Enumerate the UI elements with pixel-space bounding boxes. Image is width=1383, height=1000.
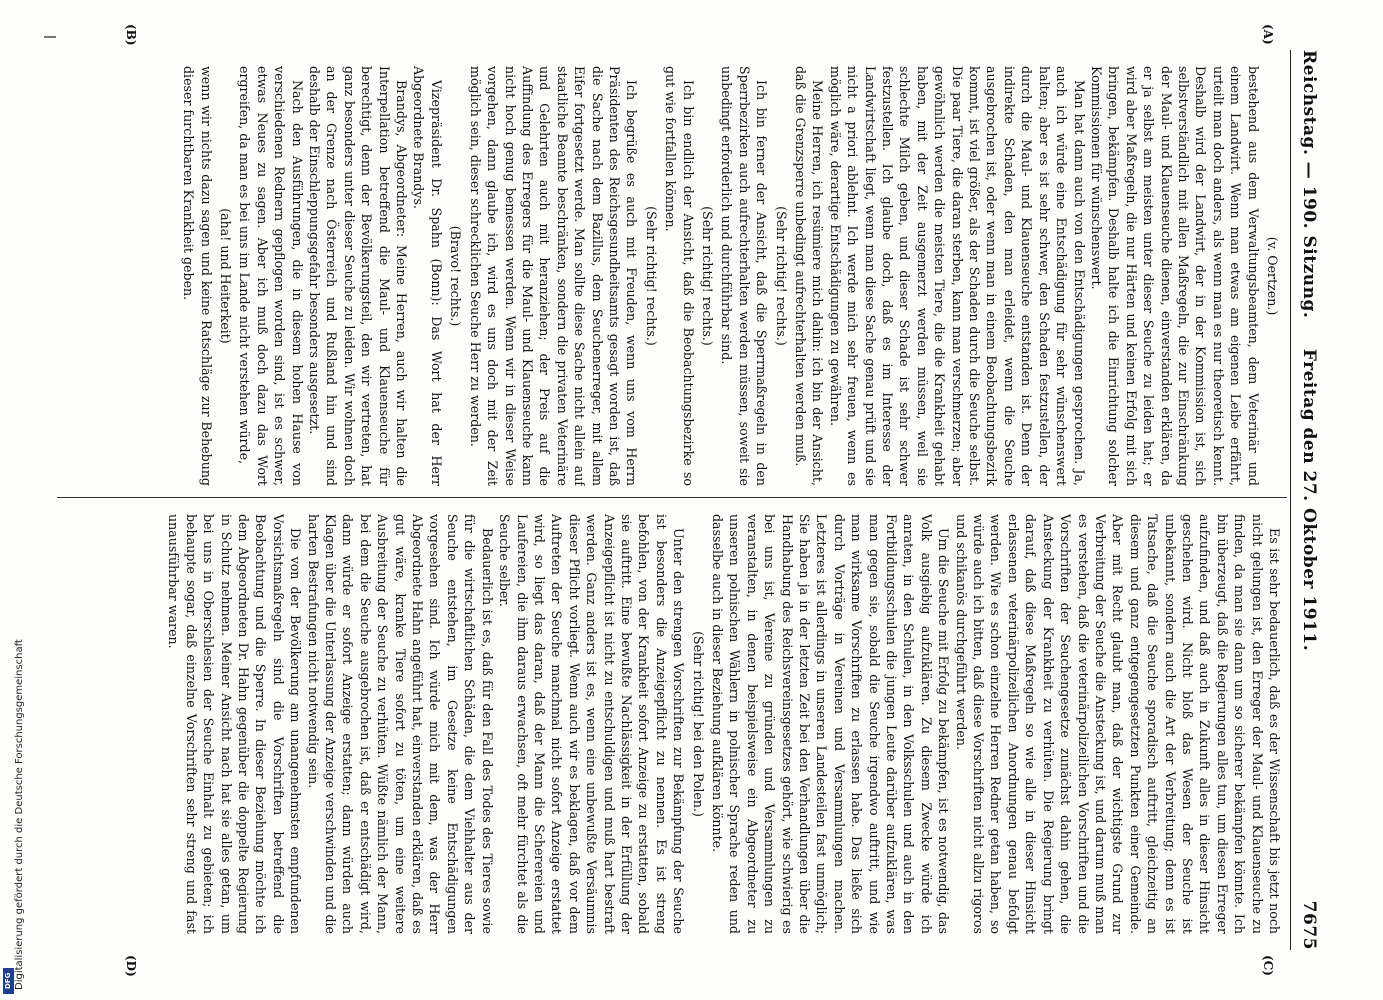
header-left: Reichstag. — 190. Sitzung.	[1299, 50, 1319, 319]
paragraph: Vizepräsident Dr. Spahn (Bonn): Das Wort hat der Herr Abgeordnete Brandys.	[411, 66, 444, 486]
interjection: (Bravo! rechts.)	[448, 225, 464, 327]
paragraph: Die von der Bevölkerung am unangenehmsten empfundenen Vorsichtsmaßregeln sind die Vorschriften betreffend die Beobachtung und die Sperre. In dieser Beziehung möchte ich dem Abgeordneten Dr. Hahn gegenüber die doppelte Regierung in Schutz nehmen. Meiner Ansicht nach hat sie alles getan, um bei uns in Oberschlesien der Seuche Einhalt zu gebieten; ich behaupte sogar, daß einzelne Vorschriften sehr streng und fast unausführbar waren.	[166, 514, 304, 934]
paragraph: Ich begrüße es auch mit Freuden, wenn uns vom Herrn Präsidenten des Reichsgesundheitsamts gesagt worden ist, daß die Sache nach dem Bazillus, dem Seuchenerreger, mit allem Eifer fortgesetzt werde. Man sollte diese Sache nicht allein auf staatliche Beamte beschränken, sondern die privaten Veterinäre und Gelehrten auch mit heranziehen; der Preis auf die Auffindung des Erregers für die Maul- und Klauenseuche kann nicht hoch genug bemessen werden. Wenn wir in dieser Weise vorgehen, dann glaube ich, wird es uns doch mit der Zeit möglich sein, dieser schrecklichen Seuche Herr zu werden.	[467, 66, 640, 486]
scan-speck	[44, 36, 56, 38]
running-header	[1291, 50, 1319, 950]
paragraph: bestehend aus dem Verwaltungsbeamten, dem Veterinär und einem Landwirt. Wenn man etwas am eigenen Leibe erfährt, urteilt man doch anders, als wenn man es nur theoretisch kennt. Deshalb wird der Landwirt, der in der Kommission ist, sich selbstverständlich mit allen Maßregeln, die zur Einschränkung der Maul- und Klauenseuche dienen, einverstanden erklären, da er ja selbst am meisten unter dieser Seuche zu leiden hat; er wird aber Maßregeln, die nur Härten und keinen Erfolg mit sich bringen, bekämpfen. Deshalb halte ich die Einrichtung solcher Kommissionen für wünschenswert.	[1088, 66, 1261, 486]
interjection: (Sehr richtig! rechts.)	[643, 206, 659, 346]
right-text-column	[63, 514, 1283, 934]
paragraph: Nach den Ausführungen, die in diesem hohen Hause von verschiedenen Rednern gepflogen worden sind, ist es schwer, etwas Neues zu sagen. Aber ich muß doch dazu das Wort ergreifen, da man es bei uns im Lande nicht verstehen würde,	[237, 66, 305, 486]
speaker-heading: (v. Oertzen.)	[1265, 236, 1280, 316]
paragraph: Um die Seuche mit Erfolg zu bekämpfen, ist es notwendig, das Volk ausgiebig aufzuklären. Zu diesem Zwecke würde ich anraten, in den Schulen, in den Volksschulen und auch in den Fortbildungsschulen die jungen Leute darüber aufzuklären, was man gegen sie, sobald die Seuche irgendwo auftritt, und wie man wirksame Vorschriften zu erlassen habe. Das ließe sich durch Vorträge in Vereinen und Versammlungen machen. Letzteres ist allerdings in unseren Landesteilen fast unmöglich; Sie haben ja in der letzten Zeit bei den Verhandlungen über die Handhabung des Reichsvereinsgesetzes gehört, wie schwierig es bei uns ist, Vereine zu gründen und Versammlungen zu veranstalten, in denen beispielsweise ein Abgeordneter zu unseren polnischen Wählern in polnischer Sprache reden und dasselbe auch in dieser Beziehung aufklären könnte.	[710, 514, 952, 934]
header-rule	[1290, 50, 1291, 950]
margin-mark-a: (A)	[1261, 24, 1275, 45]
paragraph: Brandys, Abgeordneter: Meine Herren, auch wir halten die Interpellation betreffend die Maul- und Klauenseuche für berechtigt, denn der Bevölkerungsteil, den wir vertreten, hat ganz besonders unter dieser Seuche zu leiden. Wir wohnen doch an der Grenze nach Österreich und Rußland hin und sind deshalb der Einschleppungsgefahr besonders ausgesetzt.	[307, 66, 410, 486]
digitization-note-text: Digitalisierung gefördert durch die Deutsche Forschungsgemeinschaft	[14, 639, 25, 990]
interjection: (Sehr richtig! rechts.)	[773, 206, 789, 346]
digitization-note	[2, 60, 25, 990]
left-text-column	[63, 66, 1283, 486]
paragraph: Unter den strengen Vorschriften zur Bekämpfung der Seuche ist besonders die Anzeigepflicht zu nennen. Es ist streng befohlen, von der Krankheit sofort Anzeige zu erstatten, sobald sie auftritt. Eine bewußte Nachlässigkeit in der Erfüllung der Anzeigepflicht ist nicht zu entschuldigen und muß hart bestraft werden. Ganz anders ist es, wenn eine unbewußte Versäumnis dieser Pflicht vorliegt. Wenn auch wir es beklagen, daß vor dem Auftreten der Seuche manchmal nicht sofort Anzeige erstattet wird, so liegt das daran, daß der Mann die Scherereien und Laufereien, die ihm daraus erwachsen, oft mehr fürchtet als die Seuche selber.	[497, 514, 687, 934]
paragraph: Bedauerlich ist es, daß für den Fall des Todes des Tieres sowie für die wirtschaftlichen Schäden, die dem Viehhalter aus der Seuche entstehen, im Gesetze keine Entschädigungen vorgesehen sind. Ich würde mich mit dem, was der Herr Abgeordnete Hahn angeführt hat, einverstanden erklären, daß es gut wäre, kranke Tiere sofort zu töten, um eine weitere Ausbreitung der Seuche zu verhüten. Wüßte nämlich der Mann, bei dem die Seuche ausgebrochen ist, daß er entschädigt wird, dann würde er sofort Anzeige erstatten; dann würden auch Klagen über die Unterlassung der Anzeige verschwinden und die harten Bestrafungen nicht notwendig sein.	[305, 514, 495, 934]
margin-mark-b: (B)	[124, 24, 138, 46]
paragraph: Ich bin ferner der Ansicht, daß die Sperrmaßregeln in den Sperrbezirken auch aufrechterhalten werden müssen, soweit sie unbedingt erforderlich und durchführbar sind.	[719, 66, 770, 486]
paragraph: Meine Herren, ich resümiere mich dahin: ich bin der Ansicht, daß die Grenzsperre unbedingt aufrechterhalten werden muß.	[793, 66, 826, 486]
interjection: (Sehr richtig! bei den Polen.)	[690, 631, 706, 817]
page-number: 7675	[1299, 900, 1319, 950]
header-center: Freitag den 27. Oktober 1911.	[1299, 348, 1319, 652]
paragraph: wenn wir nichts dazu sagen und keine Ratschläge zur Behebung dieser furchtbaren Krankheit geben.	[181, 66, 214, 486]
interjection: (Sehr richtig! rechts.)	[700, 206, 715, 346]
dfg-logo-icon: DFG	[3, 968, 14, 994]
margin-mark-d: (D)	[124, 955, 138, 977]
paragraph: Ich bin endlich der Ansicht, daß die Beobachtungsbezirke so gut wie fortfallen können.	[663, 66, 696, 486]
interjection: (aha! und Heiterkeit)	[218, 208, 234, 344]
paragraph: Man hat dann auch von den Entschädigungen gesprochen. Ja, auch ich würde eine Entschädigung für sehr wünschenswert halten; aber es ist sehr schwer, den Schaden festzustellen, der durch die Maul- und Klauenseuche entstanden ist. Denn der indirekte Schaden, den man erleidet, wenn die Seuche ausgebrochen ist, oder wenn man in einem Beobachtungsbezirk kommt, ist viel größer, als der Schaden durch die Seuche selbst. Die paar Tiere, die daran sterben, kann man verschmerzen; aber gewöhnlich werden die meisten Tiere, die die Krankheit gehabt haben, mit der Zeit ausgemerzt werden müssen, weil sie schlechte Milch geben, und dieser Schade ist sehr schwer festzustellen. Ich glaube doch, daß es im Interesse der Landwirtschaft liegt, wenn man diese Sache genau prüft und sie nicht a priori ablehnt. Ich werde mich sehr freuen, wenn es möglich wäre, derartige Entschädigungen zu gewähren.	[827, 66, 1087, 486]
column-divider	[57, 497, 1287, 498]
margin-mark-c: (C)	[1261, 955, 1275, 976]
paragraph: Es ist sehr bedauerlich, daß es der Wissenschaft bis jetzt noch nicht gelungen ist, den Erreger der Maul- und Klauenseuche zu finden, da man sie dann um so sicherer bekämpfen könnte. Ich bin überzeugt, daß die Regierungen alles tun, um diesen Erreger aufzufinden, und daß auch in Zukunft alles in dieser Hinsicht geschehen wird. Nicht bloß das Wesen der Seuche ist unbekannt, sondern auch die Art der Verbreitung; denn es ist Tatsache, daß die Seuche sporadisch auftritt, gleichzeitig an diesem und ganz entgegengesetzten Punkten einer Gemeinde. Aber mit Recht glaubt man, daß der wichtigste Grund zur Verbreitung der Seuche die Ansteckung ist, und darum muß man es verstehen, daß die veterinärpolizeilichen Vorschriften und die Vorschriften der Seuchengesetze zunächst dahin gehen, die Ansteckung der Krankheit zu verhüten. Die Regierung bringt darauf, daß diese Maßregeln so wie alle in dieser Hinsicht erlassenen veterinärpolizeilichen Anordnungen genau befolgt werden. Wie es schon einzelne Herren Redner getan haben, so würde auch ich bitten, daß diese Vorschriften nicht allzu rigoros und schikanös durchgeführt werden.	[953, 514, 1282, 934]
